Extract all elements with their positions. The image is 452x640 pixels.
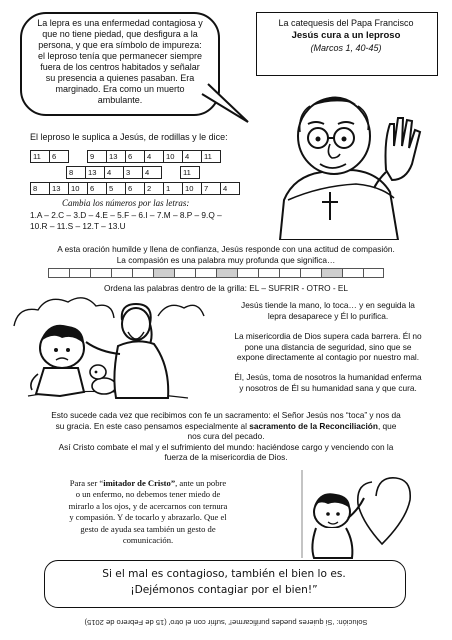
cipher-cell[interactable]: 4 xyxy=(145,151,164,163)
cipher-cell[interactable]: 1 xyxy=(164,183,183,195)
answer-cell[interactable] xyxy=(342,268,363,278)
cipher-cell[interactable]: 6 xyxy=(126,151,145,163)
cipher-cell[interactable]: 6 xyxy=(50,151,69,163)
cipher-cell[interactable]: 2 xyxy=(145,183,164,195)
answer-cell[interactable] xyxy=(321,268,342,278)
cipher-cell[interactable]: 4 xyxy=(143,167,162,179)
cipher-grid xyxy=(30,150,221,163)
cipher-grid-row-3 xyxy=(30,182,240,195)
answer-cell[interactable] xyxy=(195,268,216,278)
answer-cell[interactable] xyxy=(153,268,174,278)
jesus-and-boy-illustration xyxy=(8,286,214,402)
title-line-2: Jesús cura a un leproso xyxy=(291,30,401,41)
cipher-cell[interactable]: 8 xyxy=(67,167,86,179)
sacrament-paragraph: Esto sucede cada vez que recibimos con fe un sacramento: el Señor Jesús nos “toca” y nos da su gracia. En este caso pensamos especialmente al sacramento de la Reconciliación, que nos cura del pecado. Así Cristo combate el mal y el sufrimiento del mundo: haciéndose cargo y venciendo con la fuerza de la misericordia de Dios. xyxy=(51,410,401,462)
paragraph-humanity: Él, Jesús, toma de nosotros la humanidad enferma y nosotros de Él su humanidad sana y que cura. xyxy=(234,372,422,393)
cipher-cell[interactable]: 11 xyxy=(31,151,50,163)
cipher-cell[interactable]: 9 xyxy=(88,151,107,163)
intro-text: La lepra es una enfermedad contagiosa y que no tiene piedad, que desfigura a la persona, y que era símbolo de impureza: el leproso tenía que permanecer siempre fuera de los centros habitados y señalar su presencia a quienes pasaban. Era marginado. Era como un muerto ambulante. xyxy=(37,18,203,105)
cipher-cell[interactable]: 10 xyxy=(69,183,88,195)
cipher-cell[interactable]: 13 xyxy=(50,183,69,195)
answer-cell[interactable] xyxy=(69,268,90,278)
cipher-key-2: 10.R – 11.S – 12.T – 13.U xyxy=(30,221,126,231)
cipher-cell[interactable]: 4 xyxy=(221,183,240,195)
cipher-cell[interactable]: 13 xyxy=(107,151,126,163)
answer-cell[interactable] xyxy=(300,268,321,278)
kid-drawing-heart-illustration xyxy=(266,460,446,560)
answer-cell[interactable] xyxy=(48,268,69,278)
cipher-cell[interactable]: 13 xyxy=(86,167,105,179)
solution-text: Solución: ‘Si quieres puedes purificarme!’ ‘sufrir con el otro’ (15 de Febrero de 2015) xyxy=(84,618,368,627)
cipher-cell[interactable]: 10 xyxy=(183,183,202,195)
closing-text: Si el mal es contagioso, también el bien lo es. ¡Dejémonos contagiar por el bien!” xyxy=(102,568,346,596)
cipher-cell[interactable] xyxy=(69,151,88,163)
cipher-cell[interactable]: 5 xyxy=(107,183,126,195)
cipher-cell[interactable]: 6 xyxy=(126,183,145,195)
answer-cell[interactable] xyxy=(363,268,384,278)
prayer-intro: El leproso le suplica a Jesús, de rodillas y le dice: xyxy=(30,132,228,142)
imitator-paragraph: Para ser “imitador de Cristo”, ante un pobre o un enfermo, no debemos tener miedo de mirarlo a los ojos, y de acercarnos con ternura y compasión. Y de tocarlo y abrazarlo. Que el gesto de ayuda sea también un gesto de comunicación. xyxy=(68,478,228,546)
cipher-cell[interactable]: 11 xyxy=(202,151,221,163)
paragraph-mercy: La misericordia de Dios supera cada barrera. Él no pone una distancia de seguridad, sino que se expone directamente al contagio por nuestro mal. xyxy=(234,331,422,362)
title-line-1: La catequesis del Papa Francisco xyxy=(278,18,414,28)
answer-cell[interactable] xyxy=(237,268,258,278)
answer-cell[interactable] xyxy=(216,268,237,278)
cipher-grid-row-2 xyxy=(30,166,200,179)
word-answer-grid[interactable] xyxy=(48,268,384,278)
answer-cell[interactable] xyxy=(258,268,279,278)
cipher-cell[interactable]: 3 xyxy=(124,167,143,179)
answer-cell[interactable] xyxy=(132,268,153,278)
word-grid-label: Ordena las palabras dentro de la grilla: EL – SUFRIR - OTRO - EL xyxy=(103,283,349,293)
title-line-3: (Marcos 1, 40-45) xyxy=(310,43,382,53)
cipher-cell[interactable]: 10 xyxy=(164,151,183,163)
cipher-instruction: Cambia los números por las letras: xyxy=(62,198,190,208)
cipher-key-1: 1.A – 2.C – 3.D – 4.E – 5.F – 6.I – 7.M – 8.P – 9.Q – xyxy=(30,210,222,220)
answer-cell[interactable] xyxy=(90,268,111,278)
cipher-row-1 xyxy=(31,151,221,163)
cipher-cell[interactable]: 6 xyxy=(88,183,107,195)
title-text xyxy=(258,18,434,54)
answer-cell[interactable] xyxy=(279,268,300,278)
answer-cell[interactable] xyxy=(174,268,195,278)
paragraph-touch: Jesús tiende la mano, lo toca… y en seguida la lepra desaparece y Él lo purifica. xyxy=(241,300,415,321)
pope-illustration xyxy=(260,80,440,240)
answer-cell[interactable] xyxy=(111,268,132,278)
cipher-cell[interactable]: 4 xyxy=(105,167,124,179)
cipher-cell[interactable]: 7 xyxy=(202,183,221,195)
cipher-cell[interactable]: 11 xyxy=(181,167,200,179)
cipher-cell[interactable]: 8 xyxy=(31,183,50,195)
response-text: A esta oración humilde y llena de confianza, Jesús responde con una actitud de compasión. La compasión es una palabra muy profunda que significa… xyxy=(57,244,395,265)
cipher-cell[interactable]: 4 xyxy=(183,151,202,163)
